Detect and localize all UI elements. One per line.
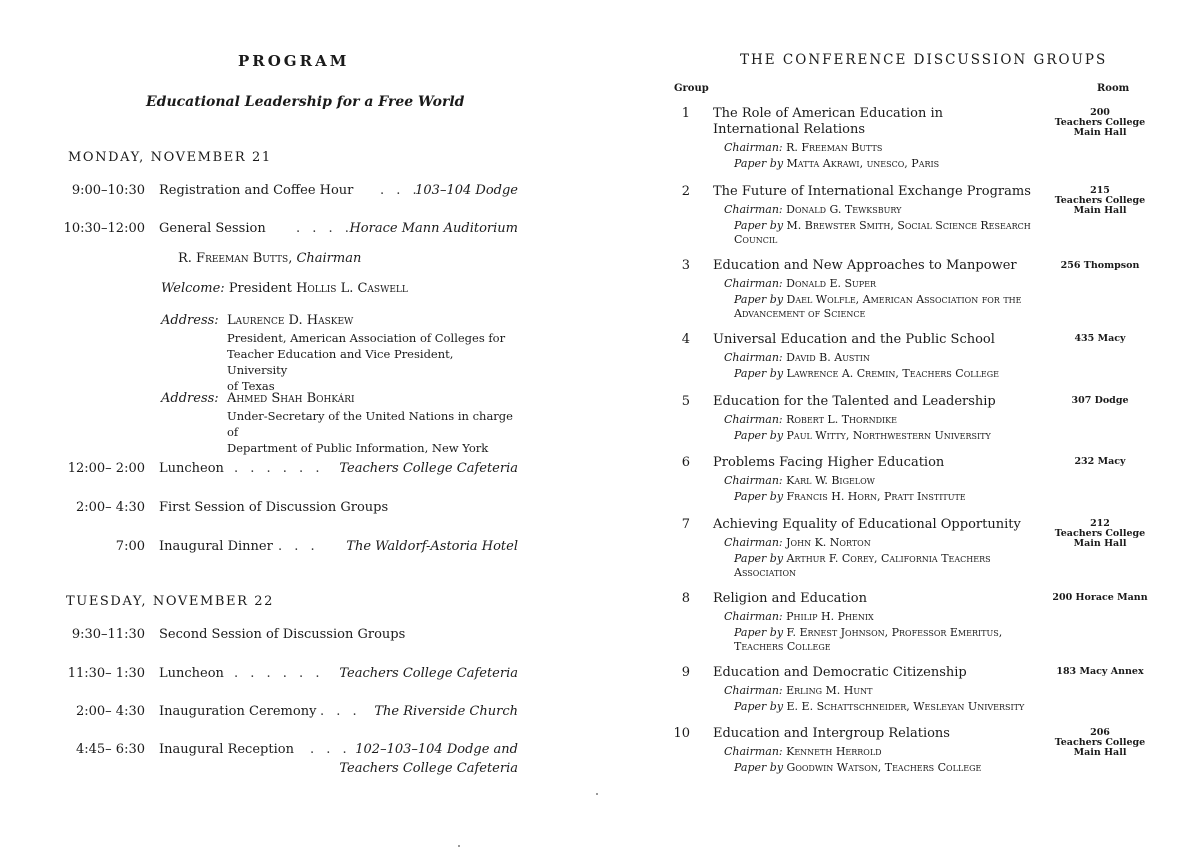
group-paper: Paper by M. Brewster Smith, Social Science Research Council bbox=[734, 219, 1031, 246]
time: 9:30–11:30 bbox=[71, 627, 145, 642]
schedule-row bbox=[0, 742, 600, 762]
group-room: 307 Dodge bbox=[1071, 395, 1129, 406]
time: 4:45– 6:30 bbox=[75, 742, 145, 757]
group-number: 8 bbox=[681, 591, 690, 606]
address-2: Address: Ahmed Shah Bohkári bbox=[161, 391, 355, 406]
group-title: Universal Education and the Public School bbox=[713, 332, 995, 347]
place: 103–104 Dodge bbox=[415, 183, 518, 198]
group-paper: Paper by Arthur F. Corey, California Teachers Association bbox=[734, 552, 991, 579]
group-paper: Paper by E. E. Schattschneider, Wesleyan University bbox=[734, 700, 1025, 713]
group-room: 232 Macy bbox=[1074, 456, 1126, 467]
time: 7:00 bbox=[115, 539, 145, 554]
group-number: 4 bbox=[681, 332, 690, 347]
leader-dots: . . . bbox=[310, 742, 351, 757]
day-heading-monday: MONDAY, NOVEMBER 21 bbox=[68, 150, 272, 165]
address-1-details: President, American Association of Colleges for Teacher Education and Vice President, University of Texas bbox=[227, 331, 506, 393]
program-subtitle: Educational Leadership for a Free World bbox=[146, 94, 465, 110]
group-room: 183 Macy Annex bbox=[1056, 666, 1144, 677]
group-title: The Role of American Education in International Relations bbox=[713, 106, 944, 137]
group-room: 212 Teachers College Main Hall bbox=[1054, 518, 1146, 549]
group-title: Religion and Education bbox=[713, 591, 867, 606]
group-chairman: Chairman: R. Freeman Butts bbox=[724, 141, 883, 154]
page-speck bbox=[596, 793, 598, 795]
group-chairman: Chairman: David B. Austin bbox=[724, 351, 870, 364]
group-paper: Paper by Matta Akrawi, unesco, Paris bbox=[734, 157, 940, 170]
group-paper: Paper by Francis H. Horn, Pratt Institute bbox=[734, 490, 966, 503]
event: Inauguration Ceremony bbox=[159, 704, 317, 719]
schedule-row bbox=[0, 500, 600, 520]
group-room: 200 Teachers College Main Hall bbox=[1054, 107, 1146, 138]
group-room: 256 Thompson bbox=[1060, 260, 1140, 271]
column-header-room: Room bbox=[1097, 83, 1130, 94]
leader-dots: . . . bbox=[380, 183, 421, 198]
time: 12:00– 2:00 bbox=[67, 461, 145, 476]
place: Teachers College Cafeteria bbox=[339, 461, 518, 476]
group-chairman: Chairman: Karl W. Bigelow bbox=[724, 474, 875, 487]
group-paper: Paper by Lawrence A. Cremin, Teachers College bbox=[734, 367, 999, 380]
place: The Waldorf-Astoria Hotel bbox=[346, 539, 518, 554]
group-number: 7 bbox=[681, 517, 690, 532]
schedule-row bbox=[0, 704, 600, 724]
time: 9:00–10:30 bbox=[71, 183, 145, 198]
schedule-row bbox=[0, 221, 600, 241]
group-paper: Paper by Goodwin Watson, Teachers College bbox=[734, 761, 982, 774]
schedule-row bbox=[0, 539, 600, 559]
place: Teachers College Cafeteria bbox=[339, 666, 518, 681]
group-title: Education for the Talented and Leadership bbox=[713, 394, 996, 409]
program-title: PROGRAM bbox=[238, 52, 350, 70]
general-session-chairman: R. Freeman Butts, Chairman bbox=[178, 251, 362, 266]
group-number: 1 bbox=[681, 106, 690, 121]
place-continued: Teachers College Cafeteria bbox=[339, 761, 518, 776]
leader-dots: . . . . . . bbox=[234, 461, 324, 476]
group-title: Education and Intergroup Relations bbox=[713, 726, 950, 741]
time: 2:00– 4:30 bbox=[75, 500, 145, 515]
discussion-groups-page bbox=[600, 0, 1200, 863]
schedule-row bbox=[0, 183, 600, 203]
group-room: 215 Teachers College Main Hall bbox=[1054, 185, 1146, 216]
leader-dots: . . . . bbox=[296, 221, 353, 236]
group-chairman: Chairman: Erling M. Hunt bbox=[724, 684, 873, 697]
group-chairman: Chairman: Donald E. Super bbox=[724, 277, 877, 290]
group-chairman: Chairman: Robert L. Thorndike bbox=[724, 413, 897, 426]
place: The Riverside Church bbox=[374, 704, 518, 719]
event: Registration and Coffee Hour bbox=[159, 183, 354, 198]
event: First Session of Discussion Groups bbox=[159, 500, 389, 515]
leader-dots: . . . bbox=[278, 539, 319, 554]
group-room: 200 Horace Mann bbox=[1052, 592, 1148, 603]
time: 10:30–12:00 bbox=[63, 221, 145, 236]
leader-dots: . . . . . . bbox=[234, 666, 324, 681]
group-title: Education and New Approaches to Manpower bbox=[713, 258, 1017, 273]
group-chairman: Chairman: Kenneth Herrold bbox=[724, 745, 882, 758]
group-paper: Paper by Paul Witty, Northwestern University bbox=[734, 429, 991, 442]
group-room: 206 Teachers College Main Hall bbox=[1054, 727, 1146, 758]
group-title: Problems Facing Higher Education bbox=[713, 455, 945, 470]
schedule-row bbox=[0, 461, 600, 481]
event: Luncheon bbox=[159, 666, 224, 681]
group-title: Education and Democratic Citizenship bbox=[713, 665, 967, 680]
group-paper: Paper by F. Ernest Johnson, Professor Emeritus, Teachers College bbox=[734, 626, 1003, 653]
address-1: Address: Laurence D. Haskew bbox=[161, 313, 354, 328]
address-2-details: Under-Secretary of the United Nations in charge of Department of Public Information, New York bbox=[227, 409, 513, 455]
time: 11:30– 1:30 bbox=[67, 666, 145, 681]
group-chairman: Chairman: Philip H. Phenix bbox=[724, 610, 874, 623]
group-number: 2 bbox=[681, 184, 690, 199]
group-room: 435 Macy bbox=[1074, 333, 1126, 344]
event: Second Session of Discussion Groups bbox=[159, 627, 406, 642]
group-paper: Paper by Dael Wolfle, American Association for the Advancement of Science bbox=[734, 293, 1022, 320]
group-chairman: Chairman: Donald G. Tewksbury bbox=[724, 203, 902, 216]
day-heading-tuesday: TUESDAY, NOVEMBER 22 bbox=[66, 594, 274, 609]
page-speck bbox=[458, 845, 460, 847]
welcome-line: Welcome: President Hollis L. Caswell bbox=[161, 281, 408, 296]
group-number: 3 bbox=[681, 258, 690, 273]
place: Horace Mann Auditorium bbox=[349, 221, 518, 236]
group-number: 9 bbox=[681, 665, 690, 680]
column-header-group: Group bbox=[674, 83, 709, 94]
group-number: 10 bbox=[673, 726, 690, 741]
place: 102–103–104 Dodge and bbox=[355, 742, 518, 757]
event: Luncheon bbox=[159, 461, 224, 476]
group-title: The Future of International Exchange Programs bbox=[713, 184, 1031, 199]
event: Inaugural Dinner bbox=[159, 539, 273, 554]
leader-dots: . . . bbox=[320, 704, 361, 719]
schedule-row bbox=[0, 666, 600, 686]
group-number: 5 bbox=[681, 394, 690, 409]
group-number: 6 bbox=[681, 455, 690, 470]
group-chairman: Chairman: John K. Norton bbox=[724, 536, 871, 549]
event: Inaugural Reception bbox=[159, 742, 294, 757]
time: 2:00– 4:30 bbox=[75, 704, 145, 719]
groups-title: THE CONFERENCE DISCUSSION GROUPS bbox=[740, 52, 1108, 68]
event: General Session bbox=[159, 221, 266, 236]
group-title: Achieving Equality of Educational Opportunity bbox=[713, 517, 1021, 532]
schedule-row bbox=[0, 627, 600, 647]
